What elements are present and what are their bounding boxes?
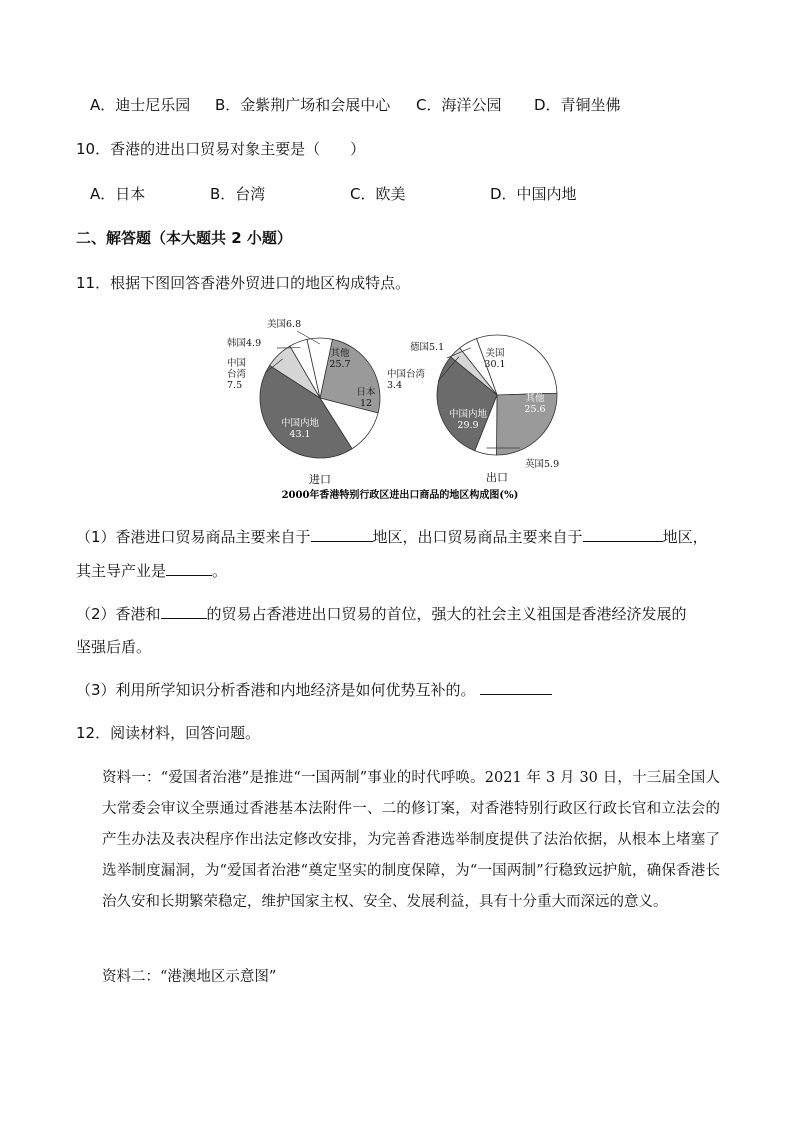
q11-sub2-line2: 坚强后盾。 [76,638,152,656]
q12-stem: 12．阅读材料，回答问题。 [76,724,261,742]
q11-sub1-text2: 地区，出口贸易商品主要来自于 [372,528,583,546]
section-title: 二、解答题（本大题共 2 小题） [76,229,292,247]
q10-option-c: C．欧美 [350,185,406,203]
q11-sub1-text5: 。 [212,562,228,580]
q9-option-c: C．海洋公园 [416,96,502,114]
q9-option-a: A．迪士尼乐园 [90,96,191,114]
slice-label: 其他 25.7 [329,348,351,370]
slice-label: 其他 25.6 [524,393,546,415]
slice-label: 中国台湾 7.5 [227,358,247,391]
slice-label: 美国6.8 [267,319,302,330]
slice-label: 美国 30.1 [484,348,506,370]
q11-sub2-text1: （2）香港和 [76,605,161,623]
slice-label: 英国5.9 [525,459,560,470]
answer-blank-1[interactable] [311,525,373,542]
q10-stem: 10．香港的进出口贸易对象主要是（ ） [76,140,366,158]
import-caption: 进口 [309,473,331,486]
q11-stem: 11．根据下图回答香港外贸进口的地区构成特点。 [76,274,411,292]
q11-sub1-text4: 其主导产业是 [76,562,167,580]
q10-option-b: B．台湾 [210,185,266,203]
q11-sub2-line1 [76,602,687,625]
slice-label: 中国内地 29.9 [448,409,488,431]
answer-blank-3[interactable] [166,559,212,576]
answer-blank-4[interactable] [161,602,207,619]
chart-title: 2000年香港特别行政区进出口商品的地区构成图(%) [281,490,519,501]
trade-pie-chart [225,313,575,503]
q10-option-d: D．中国内地 [490,185,577,203]
q11-sub1-line1 [76,525,708,548]
slice-label: 日本 12 [356,387,376,409]
q11-sub3-text: （3）利用所学知识分析香港和内地经济是如何优势互补的。 [76,681,476,699]
answer-blank-5[interactable] [480,678,552,695]
slice-label: 中国台湾 3.4 [387,369,426,391]
answer-blank-2[interactable] [583,525,663,542]
q9-option-b: B．金紫荆广场和会展中心 [215,96,391,114]
q10-option-a: A．日本 [90,185,146,203]
slice-label: 韩国4.9 [227,338,262,349]
q11-sub3 [76,678,552,701]
q11-sub1-line2 [76,559,227,582]
pie-chart-svg [225,313,575,503]
q11-sub1-text3: 地区， [662,528,708,546]
q11-sub1-text1: （1）香港进口贸易商品主要来自于 [76,528,311,546]
export-caption: 出口 [486,471,508,484]
slice-label: 中国内地 43.1 [280,418,320,440]
material-1: 资料一：“爱国者治港”是推进“一国两制”事业的时代呼唤。2021 年 3 月 30 日，十三届全国人大常委会审议全票通过香港基本法附件一、二的修订案，对香港特别行政区行政长官和立法会的产生办法及表决程序作出法定修改安排，为完善香港选举制度提供了法治依据，从根本上堵塞了选举制度漏洞，为“爱国者治港“奠定坚实的制度保障，为“一国两制”行稳致远护航，确保香港长治久安和长期繁荣稳定，维护国家主权、安全、发展利益，具有十分重大而深远的意义。 [102,770,720,910]
material-2: 资料二：“港澳地区示意图” [102,969,277,985]
slice-label: 德国5.1 [410,342,445,353]
q11-sub2-text2: 的贸易占香港进出口贸易的首位，强大的社会主义祖国是香港经济发展的 [206,605,687,623]
q9-option-d: D．青铜坐佛 [534,96,621,114]
